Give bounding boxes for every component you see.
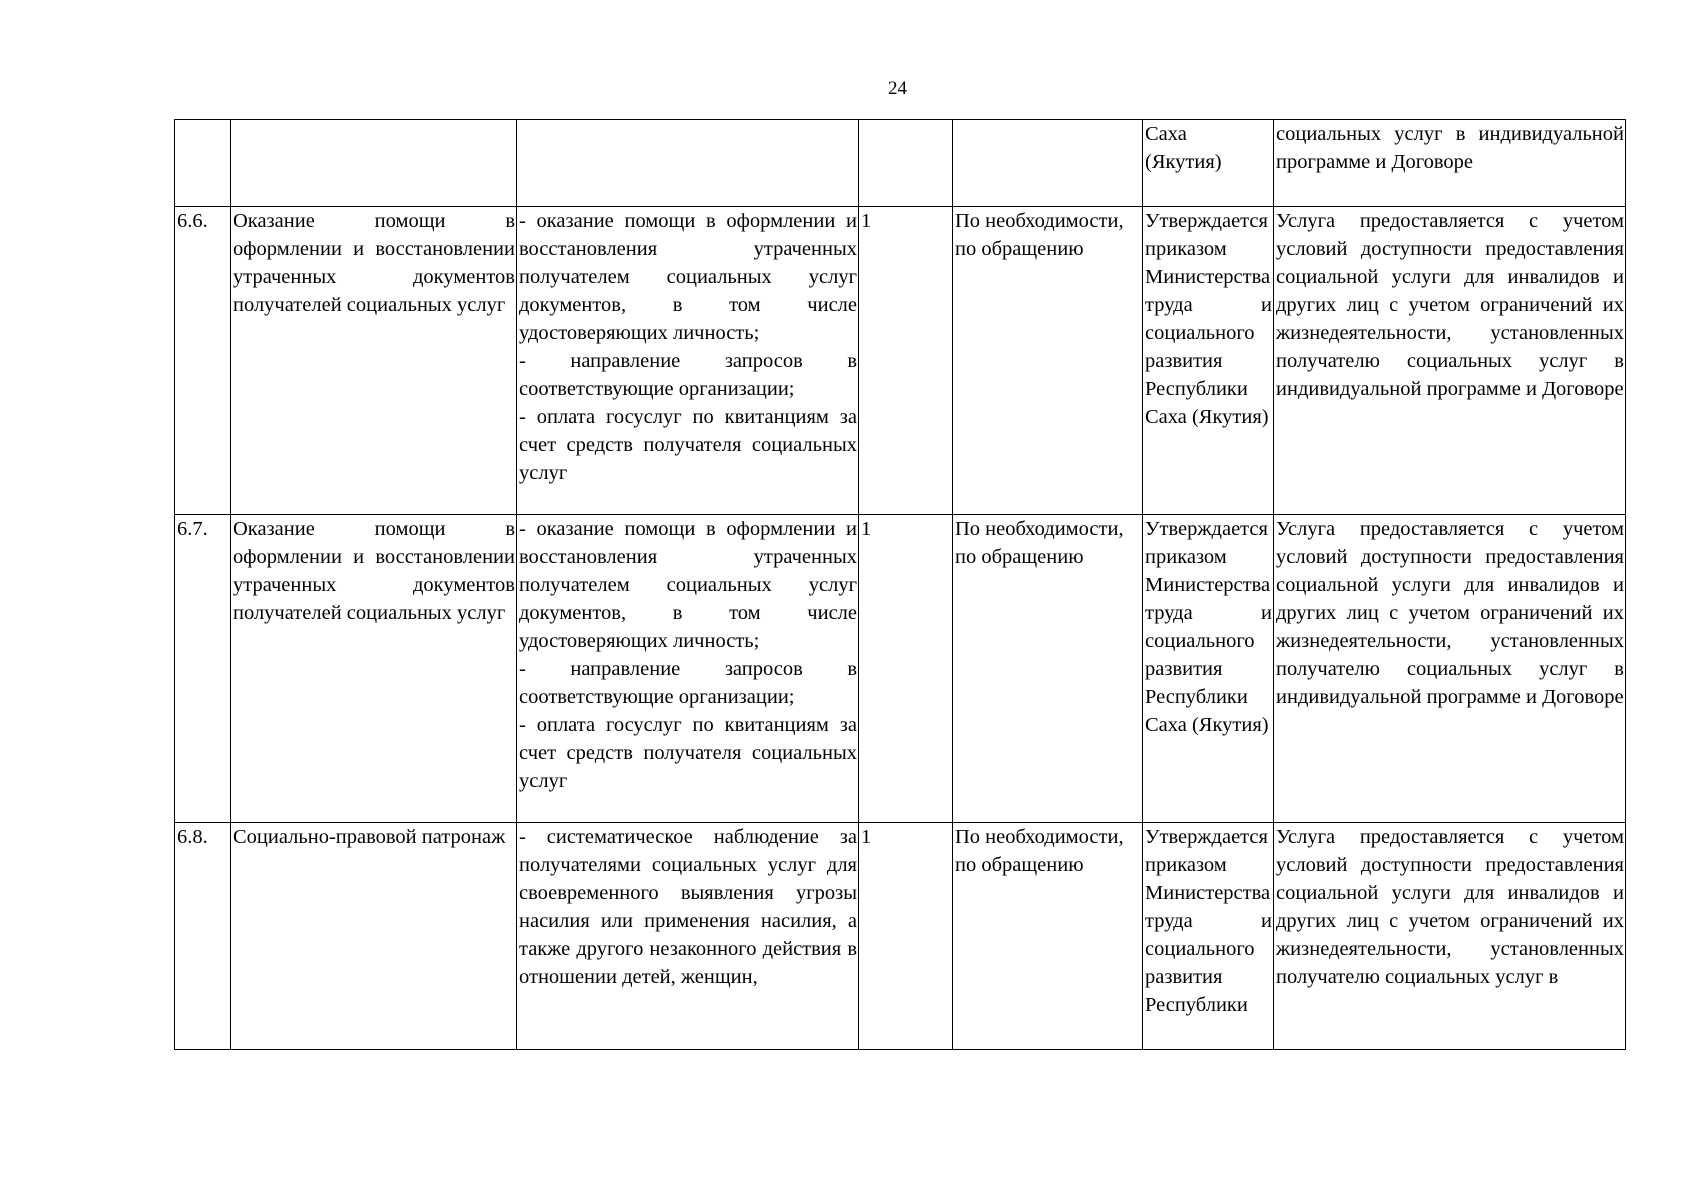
cell-quantity: 1 — [859, 207, 953, 515]
cell-conditions: Услуга предоставляется с учетом условий доступности предоставления социальной услуги для инвалидов и других лиц с учетом ограничений их жизнедеятельности, установленных получателю социальных услуг в индивидуальной программе и Договоре — [1274, 515, 1626, 823]
cell-num: 6.8. — [175, 823, 231, 1050]
cell-frequency: По необходимости, по обращению — [953, 515, 1143, 823]
cell-quantity — [859, 120, 953, 207]
page-number: 24 — [888, 78, 907, 99]
description-text: - оказание помощи в оформлении и восстановления утраченных получателем социальных услуг документов, в том числе удостоверяющих личность; - направление запросов в соответствующие организации; - оплата госуслуг по квитанциям за счет средств получателя социальных услуг — [519, 518, 857, 792]
cell-conditions: Услуга предоставляется с учетом условий доступности предоставления социальной услуги для инвалидов и других лиц с учетом ограничений их жизнедеятельности, установленных получателю социальных услуг в — [1274, 823, 1626, 1050]
cell-approval: Утверждается приказом Министерства труда и социального развития Республики Саха (Якутия) — [1143, 207, 1274, 515]
table-row-continuation — [175, 120, 1626, 207]
cell-conditions: социальных услуг в индивидуальной программе и Договоре — [1274, 120, 1626, 207]
cell-name: Оказание помощи в оформлении и восстановлении утраченных документов получателей социальных услуг — [231, 207, 517, 515]
cell-approval: Утверждается приказом Министерства труда и социального развития Республики Саха (Якутия) — [1143, 515, 1274, 823]
cell-frequency — [953, 120, 1143, 207]
cell-description — [517, 515, 859, 823]
cell-approval — [1143, 120, 1274, 207]
table-row — [175, 207, 1626, 515]
description-text: - систематическое наблюдение за получателями социальных услуг для своевременного выявления угрозы насилия или применения насилия, а также другого незаконного действия в отношении детей, женщин, — [519, 826, 857, 988]
approval-text: Саха (Якутия) — [1145, 123, 1222, 173]
cell-name: Социально-правовой патронаж — [231, 823, 517, 1050]
services-table — [174, 119, 1626, 1050]
description-text: - оказание помощи в оформлении и восстановления утраченных получателем социальных услуг документов, в том числе удостоверяющих личность; - направление запросов в соответствующие организации; - оплата госуслуг по квитанциям за счет средств получателя социальных услуг — [519, 210, 857, 484]
cell-description — [517, 823, 859, 1050]
cell-num — [175, 120, 231, 207]
cell-frequency: По необходимости, по обращению — [953, 823, 1143, 1050]
table-row — [175, 823, 1626, 1050]
cell-approval: Утверждается приказом Министерства труда и социального развития Республики — [1143, 823, 1274, 1050]
cell-quantity: 1 — [859, 515, 953, 823]
cell-conditions: Услуга предоставляется с учетом условий доступности предоставления социальной услуги для инвалидов и других лиц с учетом ограничений их жизнедеятельности, установленных получателю социальных услуг в индивидуальной программе и Договоре — [1274, 207, 1626, 515]
cell-num: 6.7. — [175, 515, 231, 823]
cell-name: Оказание помощи в оформлении и восстановлении утраченных документов получателей социальных услуг — [231, 515, 517, 823]
cell-quantity: 1 — [859, 823, 953, 1050]
cell-description — [517, 207, 859, 515]
cell-description — [517, 120, 859, 207]
cell-num: 6.6. — [175, 207, 231, 515]
cell-frequency: По необходимости, по обращению — [953, 207, 1143, 515]
table-row — [175, 515, 1626, 823]
cell-name — [231, 120, 517, 207]
